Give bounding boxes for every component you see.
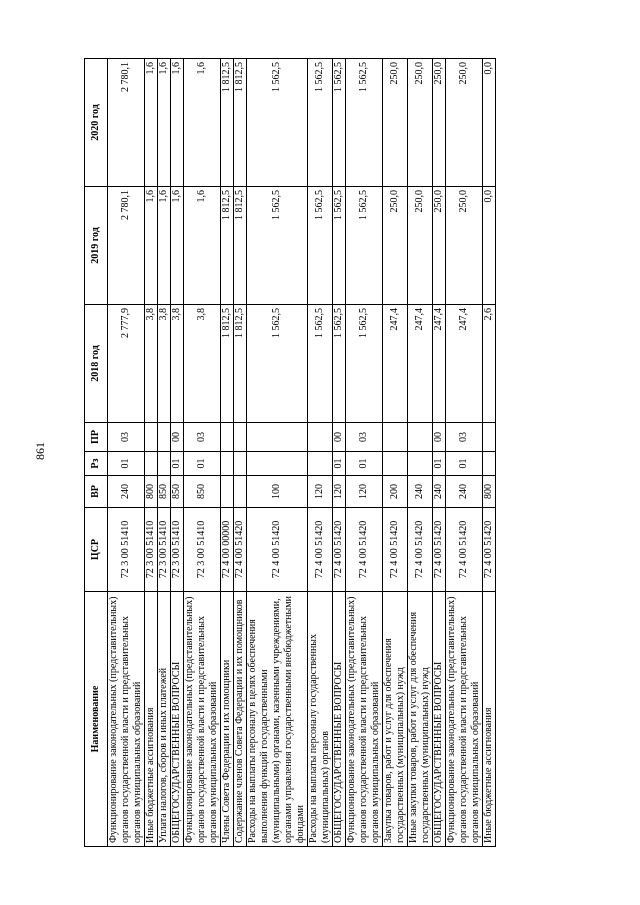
cell-name: Иные бюджетные ассигнования xyxy=(145,592,158,847)
cell-2018: 247,4 xyxy=(383,305,408,423)
cell-2018: 3,8 xyxy=(171,305,184,423)
cell-2020: 1 562,5 xyxy=(346,59,383,187)
cell-2020: 1 562,5 xyxy=(308,59,333,187)
header-pr: ПР xyxy=(85,423,108,452)
table-row xyxy=(171,59,184,847)
cell-2020: 250,0 xyxy=(446,59,483,187)
cell-2020: 1 812,5 xyxy=(234,59,247,187)
table-row xyxy=(158,59,171,847)
cell-pr xyxy=(158,423,171,452)
cell-name: ОБЩЕГОСУДАРСТВЕННЫЕ ВОПРОСЫ xyxy=(433,592,446,847)
cell-vr: 800 xyxy=(145,476,158,508)
budget-table xyxy=(84,58,496,847)
cell-csr: 72 4 00 51420 xyxy=(483,508,496,592)
cell-2019: 1 562,5 xyxy=(247,187,308,305)
cell-csr: 72 4 00 51420 xyxy=(433,508,446,592)
rotated-table-container xyxy=(84,59,569,847)
cell-name: Уплата налогов, сборов и иных платежей xyxy=(158,592,171,847)
cell-rz xyxy=(308,452,333,476)
header-name: Наименование xyxy=(85,592,108,847)
page-number: 861 xyxy=(33,442,47,460)
header-vr: ВР xyxy=(85,476,108,508)
cell-rz: 01 xyxy=(446,452,483,476)
table-row xyxy=(108,59,145,847)
cell-2020: 1 562,5 xyxy=(247,59,308,187)
cell-2019: 250,0 xyxy=(383,187,408,305)
cell-2019: 1,6 xyxy=(171,187,184,305)
table-row xyxy=(383,59,408,847)
cell-2020: 1 812,5 xyxy=(221,59,234,187)
cell-csr: 72 4 00 51420 xyxy=(247,508,308,592)
cell-vr: 240 xyxy=(446,476,483,508)
cell-csr: 72 4 00 51420 xyxy=(234,508,247,592)
cell-rz xyxy=(383,452,408,476)
cell-vr: 100 xyxy=(247,476,308,508)
cell-rz xyxy=(408,452,433,476)
cell-2018: 1 812,5 xyxy=(221,305,234,423)
cell-name: ОБЩЕГОСУДАРСТВЕННЫЕ ВОПРОСЫ xyxy=(171,592,184,847)
cell-pr: 03 xyxy=(346,423,383,452)
cell-pr: 00 xyxy=(171,423,184,452)
table-row xyxy=(346,59,383,847)
cell-pr xyxy=(247,423,308,452)
cell-pr xyxy=(145,423,158,452)
cell-rz xyxy=(234,452,247,476)
cell-vr: 240 xyxy=(408,476,433,508)
cell-vr: 800 xyxy=(483,476,496,508)
cell-csr: 72 3 00 51410 xyxy=(108,508,145,592)
cell-2020: 1,6 xyxy=(184,59,221,187)
cell-pr: 03 xyxy=(184,423,221,452)
cell-pr xyxy=(308,423,333,452)
cell-csr: 72 4 00 51420 xyxy=(383,508,408,592)
cell-name: Расходы на выплаты персоналу государственных (муниципальных) органов xyxy=(308,592,333,847)
cell-vr xyxy=(221,476,234,508)
cell-2019: 0,0 xyxy=(483,187,496,305)
cell-2019: 1,6 xyxy=(184,187,221,305)
header-rz: Рз xyxy=(85,452,108,476)
table-row xyxy=(333,59,346,847)
cell-vr: 200 xyxy=(383,476,408,508)
cell-2019: 250,0 xyxy=(433,187,446,305)
cell-2018: 247,4 xyxy=(408,305,433,423)
cell-rz: 01 xyxy=(433,452,446,476)
cell-2019: 1 562,5 xyxy=(308,187,333,305)
cell-rz: 01 xyxy=(184,452,221,476)
cell-2019: 1,6 xyxy=(158,187,171,305)
cell-vr: 850 xyxy=(184,476,221,508)
cell-2018: 1 562,5 xyxy=(308,305,333,423)
cell-vr: 120 xyxy=(346,476,383,508)
cell-2018: 2 777,9 xyxy=(108,305,145,423)
cell-2020: 250,0 xyxy=(433,59,446,187)
cell-2018: 247,4 xyxy=(433,305,446,423)
cell-name: Функционирование законодательных (представительных) органов государственной власти и представительных органов муниципальных образований xyxy=(446,592,483,847)
cell-vr: 240 xyxy=(433,476,446,508)
table-row xyxy=(433,59,446,847)
cell-2018: 3,8 xyxy=(184,305,221,423)
cell-2019: 2 780,1 xyxy=(108,187,145,305)
cell-2019: 1 562,5 xyxy=(346,187,383,305)
cell-2018: 1 812,5 xyxy=(234,305,247,423)
cell-csr: 72 4 00 51420 xyxy=(333,508,346,592)
cell-pr: 03 xyxy=(108,423,145,452)
cell-name: Функционирование законодательных (представительных) органов государственной власти и представительных органов муниципальных образований xyxy=(346,592,383,847)
cell-rz: 01 xyxy=(171,452,184,476)
cell-name: Члены Совета Федерации и их помощники xyxy=(221,592,234,847)
cell-2019: 1 812,5 xyxy=(221,187,234,305)
cell-2020: 1,6 xyxy=(145,59,158,187)
cell-csr: 72 4 00 00000 xyxy=(221,508,234,592)
cell-rz: 01 xyxy=(346,452,383,476)
cell-rz xyxy=(247,452,308,476)
header-csr: ЦСР xyxy=(85,508,108,592)
cell-rz xyxy=(483,452,496,476)
cell-vr: 850 xyxy=(158,476,171,508)
cell-rz xyxy=(158,452,171,476)
cell-csr: 72 4 00 51420 xyxy=(308,508,333,592)
cell-vr: 850 xyxy=(171,476,184,508)
cell-2018: 1 562,5 xyxy=(346,305,383,423)
cell-vr xyxy=(234,476,247,508)
cell-csr: 72 4 00 51420 xyxy=(408,508,433,592)
cell-2020: 1 562,5 xyxy=(333,59,346,187)
cell-pr xyxy=(483,423,496,452)
cell-name: Функционирование законодательных (представительных) органов государственной власти и представительных органов муниципальных образований xyxy=(184,592,221,847)
cell-2019: 1 812,5 xyxy=(234,187,247,305)
header-row xyxy=(85,59,108,847)
cell-rz: 01 xyxy=(333,452,346,476)
cell-pr: 00 xyxy=(433,423,446,452)
cell-2018: 2,6 xyxy=(483,305,496,423)
table-row xyxy=(247,59,308,847)
cell-2020: 250,0 xyxy=(383,59,408,187)
header-2020: 2020 год xyxy=(85,59,108,187)
cell-2019: 250,0 xyxy=(408,187,433,305)
cell-2020: 2 780,1 xyxy=(108,59,145,187)
cell-name: Иные бюджетные ассигнования xyxy=(483,592,496,847)
table-row xyxy=(408,59,433,847)
cell-csr: 72 4 00 51420 xyxy=(446,508,483,592)
cell-pr xyxy=(383,423,408,452)
cell-2019: 1 562,5 xyxy=(333,187,346,305)
header-2019: 2019 год xyxy=(85,187,108,305)
table-row xyxy=(145,59,158,847)
cell-pr xyxy=(234,423,247,452)
cell-vr: 120 xyxy=(308,476,333,508)
table-row xyxy=(446,59,483,847)
header-2018: 2018 год xyxy=(85,305,108,423)
cell-2018: 247,4 xyxy=(446,305,483,423)
cell-2019: 1,6 xyxy=(145,187,158,305)
cell-2020: 0,0 xyxy=(483,59,496,187)
cell-name: ОБЩЕГОСУДАРСТВЕННЫЕ ВОПРОСЫ xyxy=(333,592,346,847)
cell-csr: 72 4 00 51420 xyxy=(346,508,383,592)
cell-name: Функционирование законодательных (представительных) органов государственной власти и представительных органов муниципальных образований xyxy=(108,592,145,847)
cell-pr: 00 xyxy=(333,423,346,452)
cell-rz: 01 xyxy=(108,452,145,476)
table-row xyxy=(308,59,333,847)
cell-2018: 1 562,5 xyxy=(333,305,346,423)
cell-csr: 72 3 00 51410 xyxy=(171,508,184,592)
cell-name: Расходы на выплаты персоналу в целях обеспечения выполнения функций государственными (муниципальными) органами, казенными учреждениями, органами управления государственными внебюджетными фондами xyxy=(247,592,308,847)
cell-name: Содержание членов Совета Федерации и их помощников xyxy=(234,592,247,847)
table-row xyxy=(234,59,247,847)
cell-vr: 240 xyxy=(108,476,145,508)
cell-csr: 72 3 00 51410 xyxy=(184,508,221,592)
cell-2020: 1,6 xyxy=(171,59,184,187)
cell-pr: 03 xyxy=(446,423,483,452)
cell-vr: 120 xyxy=(333,476,346,508)
table-row xyxy=(221,59,234,847)
cell-rz xyxy=(145,452,158,476)
table-row xyxy=(483,59,496,847)
cell-2018: 3,8 xyxy=(158,305,171,423)
cell-2020: 1,6 xyxy=(158,59,171,187)
cell-name: Закупка товаров, работ и услуг для обеспечения государственных (муниципальных) нужд xyxy=(383,592,408,847)
cell-2019: 250,0 xyxy=(446,187,483,305)
cell-2018: 3,8 xyxy=(145,305,158,423)
table-row xyxy=(184,59,221,847)
cell-rz xyxy=(221,452,234,476)
cell-csr: 72 3 00 51410 xyxy=(158,508,171,592)
cell-2018: 1 562,5 xyxy=(247,305,308,423)
cell-pr xyxy=(408,423,433,452)
cell-csr: 72 3 00 51410 xyxy=(145,508,158,592)
cell-pr xyxy=(221,423,234,452)
cell-2020: 250,0 xyxy=(408,59,433,187)
cell-name: Иные закупки товаров, работ и услуг для обеспечения государственных (муниципальных) нужд xyxy=(408,592,433,847)
